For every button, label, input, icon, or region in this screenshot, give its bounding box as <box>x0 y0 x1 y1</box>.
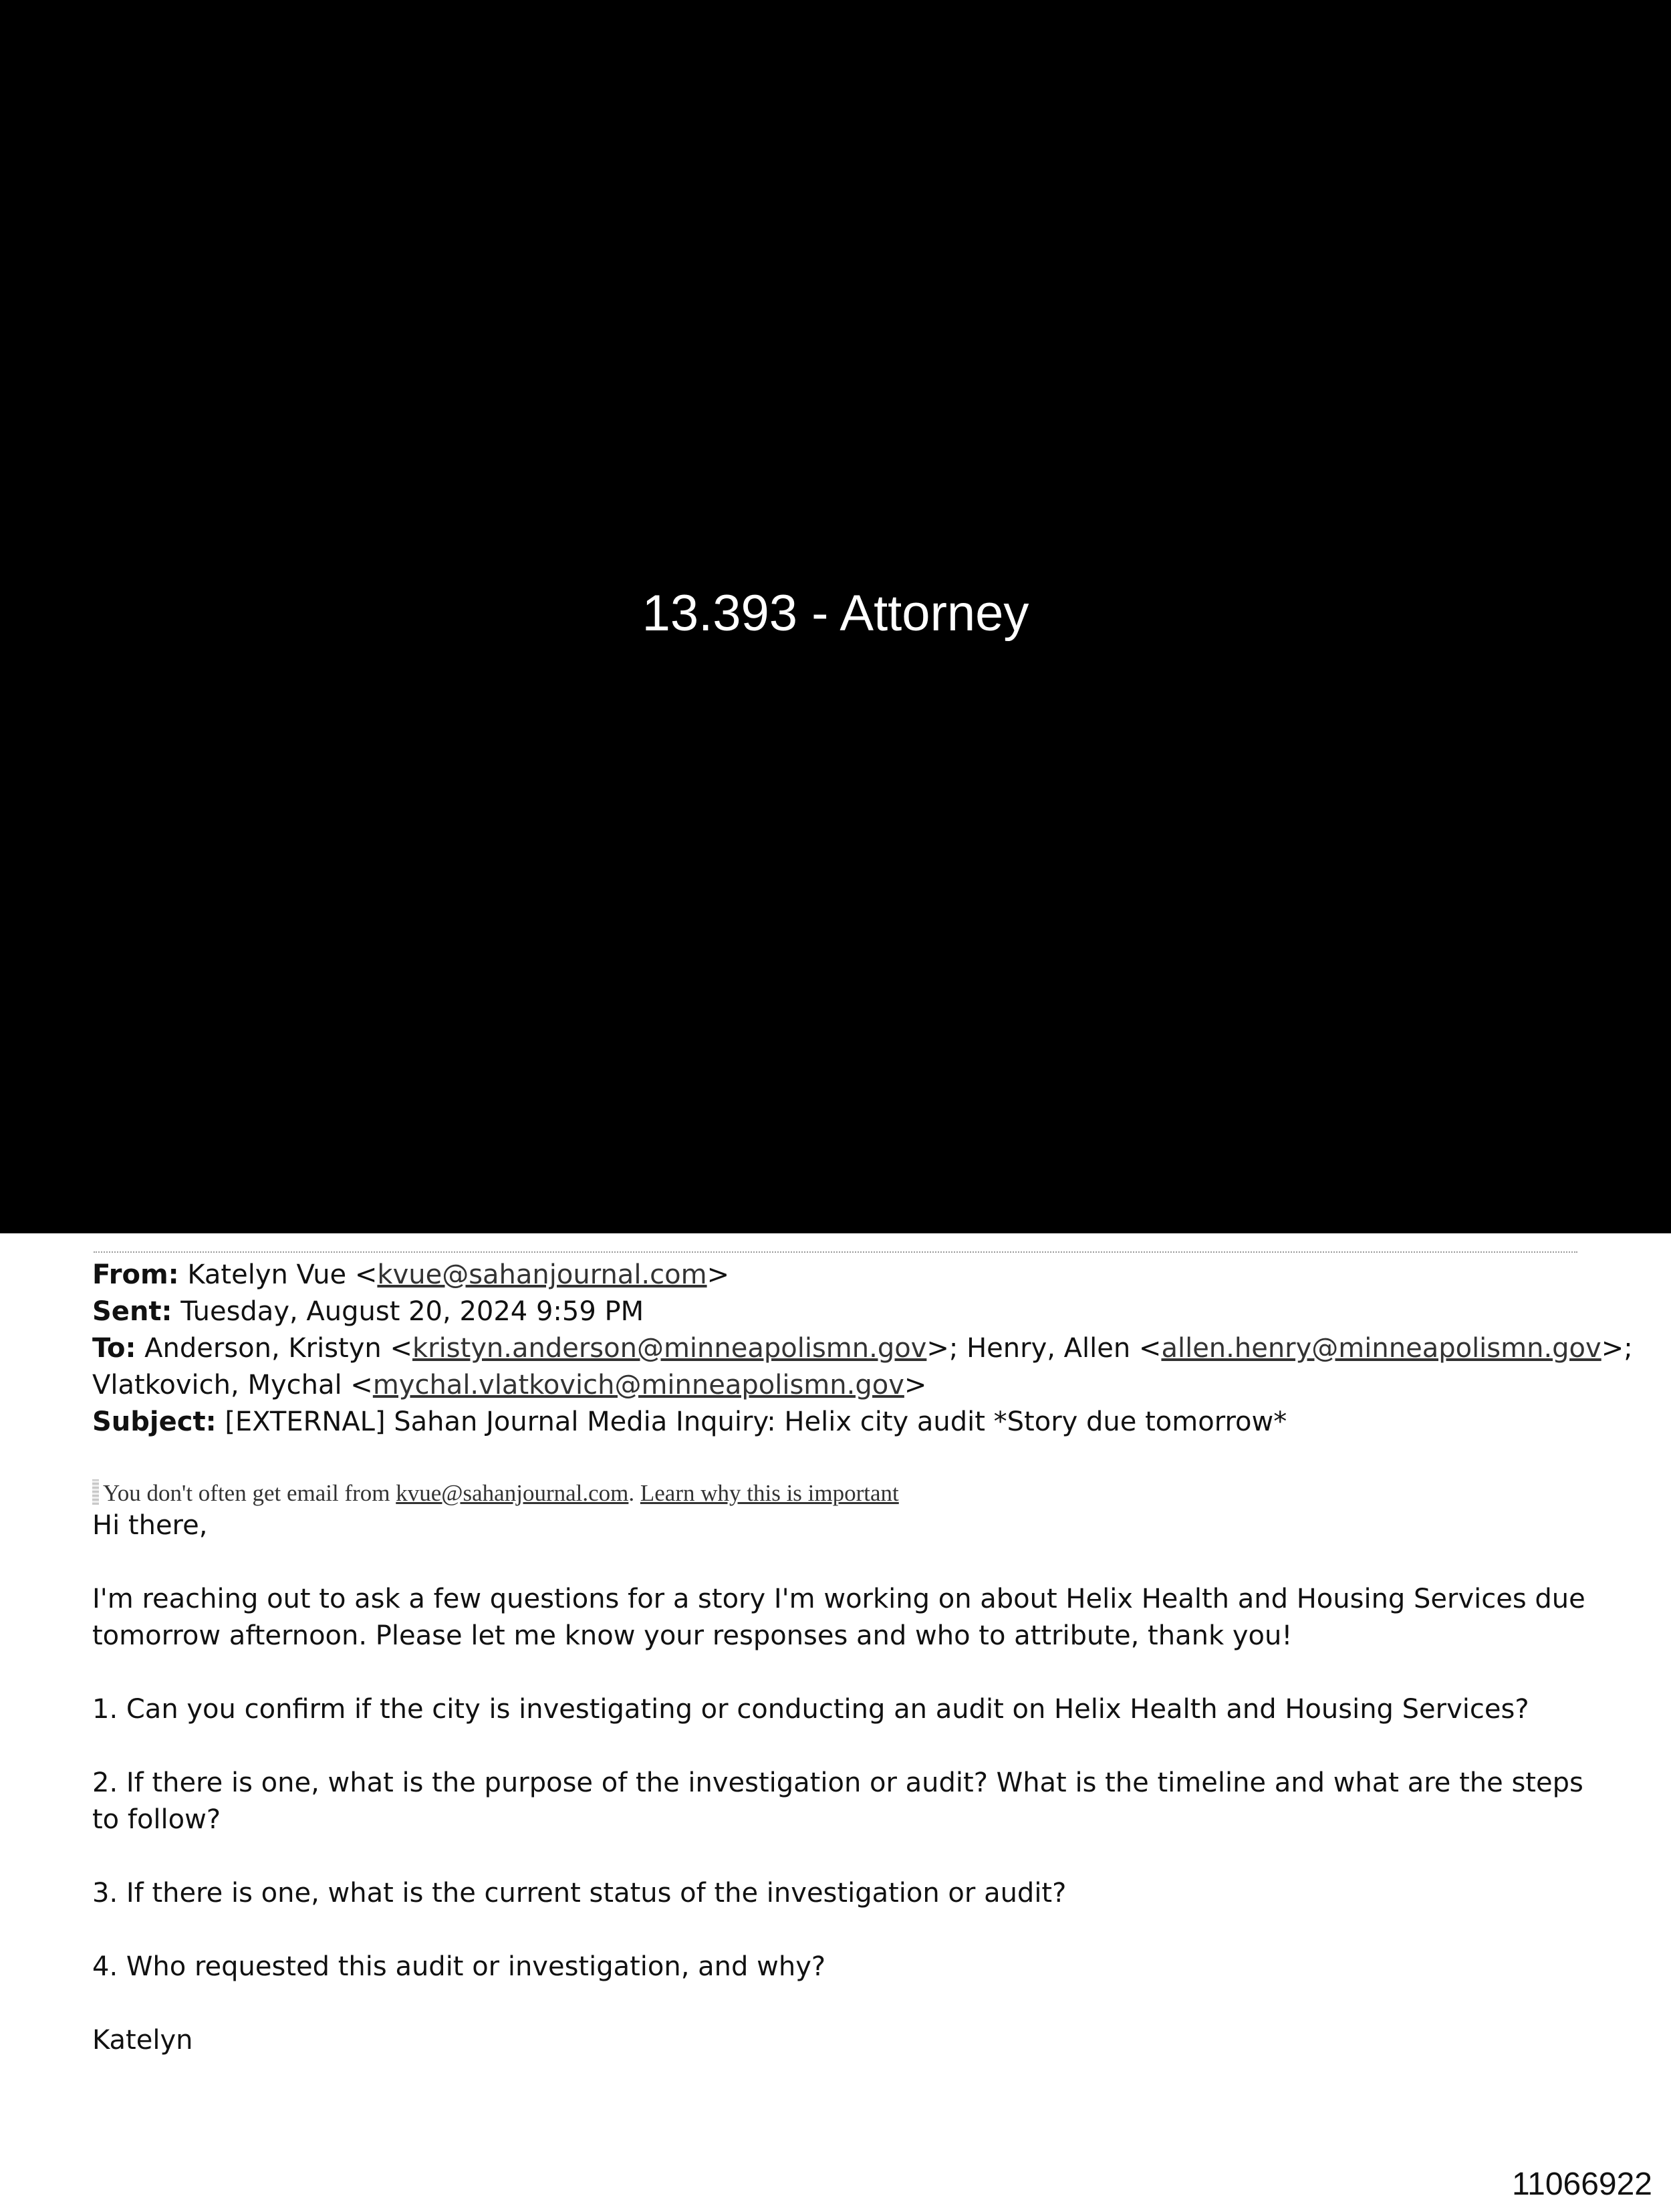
external-sender-notice: You don't often get email from kvue@sahanjournal.com. Learn why this is important <box>92 1479 1596 1507</box>
learn-why-link[interactable]: Learn why this is important <box>640 1480 899 1506</box>
question-2-continued: to follow? <box>92 1804 221 1835</box>
from-name: Katelyn Vue <box>187 1259 347 1290</box>
email-message <box>92 1257 1633 2059</box>
to-line: To: Anderson, Kristyn <kristyn.anderson@minneapolismn.gov>; Henry, Allen <allen.henry@minneapolismn.gov>; <box>92 1333 1633 1364</box>
from-email-link[interactable]: kvue@sahanjournal.com <box>377 1259 707 1290</box>
recipient-email-link[interactable]: allen.henry@minneapolismn.gov <box>1161 1333 1601 1364</box>
question-1: 1. Can you confirm if the city is investigating or conducting an audit on Helix Health and Housing Services? <box>92 1694 1529 1725</box>
subject-label: Subject: <box>92 1406 217 1437</box>
question-3: 3. If there is one, what is the current status of the investigation or audit? <box>92 1878 1067 1909</box>
subject-line <box>92 1404 1596 1441</box>
intro-line: I'm reaching out to ask a few questions for a story I'm working on about Helix Health and Housing Services due <box>92 1584 1585 1614</box>
question-2: 2. If there is one, what is the purpose of the investigation or audit? What is the timeline and what are the steps <box>92 1767 1583 1798</box>
from-label: From: <box>92 1259 179 1290</box>
recipient-name: Henry, Allen <box>967 1333 1131 1364</box>
recipient-name: Anderson, Kristyn <box>144 1333 382 1364</box>
question-4: 4. Who requested this audit or investigation, and why? <box>92 1951 826 1982</box>
subject-value: [EXTERNAL] Sahan Journal Media Inquiry: Helix city audit *Story due tomorrow* <box>225 1406 1287 1437</box>
redaction-label: 13.393 - Attorney <box>642 585 1029 642</box>
from-line: From: Katelyn Vue <kvue@sahanjournal.com> <box>92 1259 730 1290</box>
intro-line: tomorrow afternoon. Please let me know your responses and who to attribute, thank you! <box>92 1620 1293 1651</box>
notice-prefix: You don't often get email from <box>103 1480 390 1506</box>
recipient-email-link[interactable]: mychal.vlatkovich@minneapolismn.gov <box>372 1370 904 1400</box>
signature: Katelyn <box>92 2025 193 2056</box>
greeting: Hi there, <box>92 1510 208 1541</box>
notice-email-link[interactable]: kvue@sahanjournal.com <box>396 1480 629 1506</box>
sent-line <box>92 1294 1596 1330</box>
sent-value: Tuesday, August 20, 2024 9:59 PM <box>180 1296 644 1327</box>
bates-number: 11066922 <box>1512 2167 1652 2202</box>
notice-marker-icon <box>92 1479 99 1505</box>
header-separator <box>94 1251 1577 1253</box>
recipient-email-link[interactable]: kristyn.anderson@minneapolismn.gov <box>412 1333 927 1364</box>
recipient-name: Vlatkovich, Mychal <box>92 1370 342 1400</box>
to-label: To: <box>92 1333 136 1364</box>
to-line-continued: Vlatkovich, Mychal <mychal.vlatkovich@minneapolismn.gov> <box>92 1370 927 1400</box>
sent-label: Sent: <box>92 1296 172 1327</box>
